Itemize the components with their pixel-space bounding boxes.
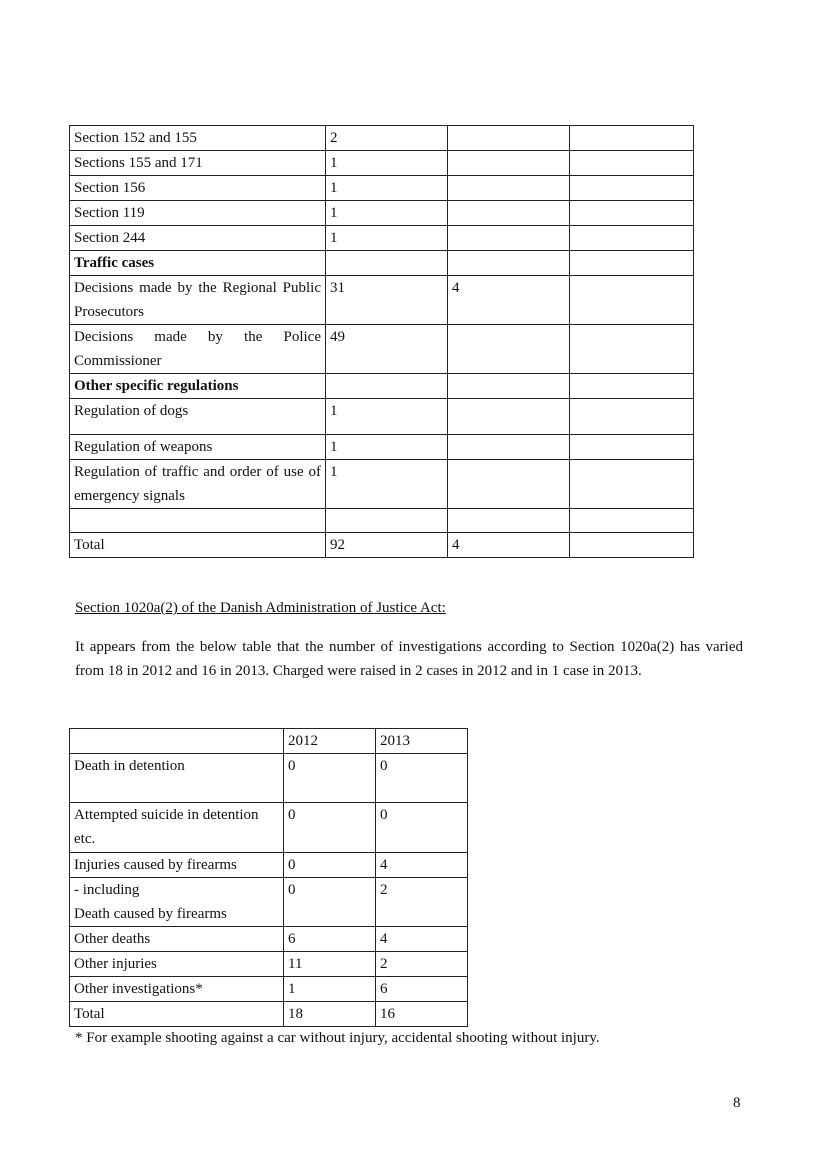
- cell-value: 1: [326, 460, 448, 509]
- year-header: 2013: [376, 729, 468, 754]
- cell-value: 49: [326, 325, 448, 374]
- row-label: Regulation of dogs: [70, 399, 326, 435]
- table-row: [70, 251, 694, 276]
- cell-value: 92: [326, 533, 448, 558]
- cell-value: 1: [326, 201, 448, 226]
- cell-value: [570, 201, 694, 226]
- table-row: [70, 325, 694, 374]
- row-label: Death in detention: [70, 754, 284, 803]
- row-label: Other deaths: [70, 927, 284, 952]
- cell-value: 0: [376, 803, 468, 853]
- cell-value: [448, 226, 570, 251]
- row-label: Injuries caused by firearms: [70, 853, 284, 878]
- page-number: 8: [733, 1095, 741, 1111]
- cell-value: 4: [376, 927, 468, 952]
- table-row: [70, 435, 694, 460]
- table-row: [70, 151, 694, 176]
- cell-value: [570, 399, 694, 435]
- row-label: Other investigations*: [70, 977, 284, 1002]
- row-label-line: - including: [74, 882, 140, 898]
- row-label: Decisions made by the Police Commissioner: [70, 325, 326, 374]
- table-row: [70, 977, 468, 1002]
- header-label: [70, 729, 284, 754]
- cell-value: [570, 325, 694, 374]
- cell-value: 1: [326, 176, 448, 201]
- row-label: Section 152 and 155: [70, 126, 326, 151]
- cell-value: [326, 374, 448, 399]
- table-row: [70, 176, 694, 201]
- year-header: 2012: [284, 729, 376, 754]
- cell-value: [570, 460, 694, 509]
- cell-value: [326, 509, 448, 533]
- row-label: Other injuries: [70, 952, 284, 977]
- cell-value: 4: [376, 853, 468, 878]
- cell-value: [448, 251, 570, 276]
- table-row: [70, 754, 468, 803]
- cell-value: [448, 435, 570, 460]
- cell-value: [448, 325, 570, 374]
- table-row: [70, 803, 468, 853]
- table-row: [70, 853, 468, 878]
- row-label: Regulation of weapons: [70, 435, 326, 460]
- cell-value: 2: [376, 878, 468, 927]
- cell-value: 1: [326, 151, 448, 176]
- table-row: [70, 533, 694, 558]
- cell-value: [448, 176, 570, 201]
- table-row: [70, 126, 694, 151]
- cell-value: 0: [284, 754, 376, 803]
- category-heading: Other specific regulations: [70, 374, 326, 399]
- cell-value: 4: [448, 276, 570, 325]
- table-row: [70, 276, 694, 325]
- table-row: [70, 399, 694, 435]
- row-label: Total: [70, 1002, 284, 1027]
- cell-value: [570, 226, 694, 251]
- table-row: [70, 460, 694, 509]
- cell-value: [448, 399, 570, 435]
- row-label-line: Death caused by firearms: [74, 906, 227, 922]
- row-label: Section 156: [70, 176, 326, 201]
- cell-value: 0: [284, 878, 376, 927]
- body-paragraph: It appears from the below table that the number of investigations according to Section 1020a(2) has varied from 18 in 2012 and 16 in 2013. Charged were raised in 2 cases in 2012 and in 1 case in 2013.: [75, 639, 743, 679]
- cell-value: [448, 126, 570, 151]
- table-header-row: [70, 729, 468, 754]
- cell-value: [570, 176, 694, 201]
- table-row: [70, 201, 694, 226]
- cell-value: 6: [284, 927, 376, 952]
- table-row: [70, 1002, 468, 1027]
- row-label: Sections 155 and 171: [70, 151, 326, 176]
- row-label: Section 244: [70, 226, 326, 251]
- footnote: * For example shooting against a car without injury, accidental shooting without injury.: [75, 1030, 600, 1046]
- cell-value: [570, 533, 694, 558]
- cell-value: 1: [326, 226, 448, 251]
- cell-value: 11: [284, 952, 376, 977]
- table-row: [70, 226, 694, 251]
- table-row: [70, 952, 468, 977]
- cell-value: 31: [326, 276, 448, 325]
- investigations-table: [69, 728, 468, 1027]
- row-label: Attempted suicide in detention etc.: [70, 803, 284, 853]
- cell-value: [448, 374, 570, 399]
- cell-value: 0: [284, 803, 376, 853]
- cell-value: 4: [448, 533, 570, 558]
- cell-value: [448, 201, 570, 226]
- table-row: [70, 878, 468, 927]
- row-label: Total: [70, 533, 326, 558]
- row-label: [70, 878, 284, 927]
- cell-value: [448, 460, 570, 509]
- row-label: Section 119: [70, 201, 326, 226]
- offenses-table: [69, 125, 694, 558]
- table-row: [70, 509, 694, 533]
- cell-value: 1: [284, 977, 376, 1002]
- cell-value: [570, 509, 694, 533]
- cell-value: [448, 151, 570, 176]
- cell-value: 2: [326, 126, 448, 151]
- cell-value: 0: [376, 754, 468, 803]
- cell-value: [570, 251, 694, 276]
- category-heading: Traffic cases: [70, 251, 326, 276]
- cell-value: 1: [326, 435, 448, 460]
- cell-value: [570, 435, 694, 460]
- row-label: Decisions made by the Regional Public Prosecutors: [70, 276, 326, 325]
- cell-value: 2: [376, 952, 468, 977]
- section-heading: Section 1020a(2) of the Danish Administration of Justice Act:: [75, 600, 446, 616]
- cell-value: [570, 374, 694, 399]
- cell-value: [448, 509, 570, 533]
- cell-value: [326, 251, 448, 276]
- table-row: [70, 374, 694, 399]
- cell-value: 1: [326, 399, 448, 435]
- table-row: [70, 927, 468, 952]
- cell-value: [570, 151, 694, 176]
- row-label: [70, 509, 326, 533]
- row-label: Regulation of traffic and order of use of emergency signals: [70, 460, 326, 509]
- cell-value: 0: [284, 853, 376, 878]
- cell-value: [570, 276, 694, 325]
- cell-value: 18: [284, 1002, 376, 1027]
- cell-value: 6: [376, 977, 468, 1002]
- cell-value: [570, 126, 694, 151]
- cell-value: 16: [376, 1002, 468, 1027]
